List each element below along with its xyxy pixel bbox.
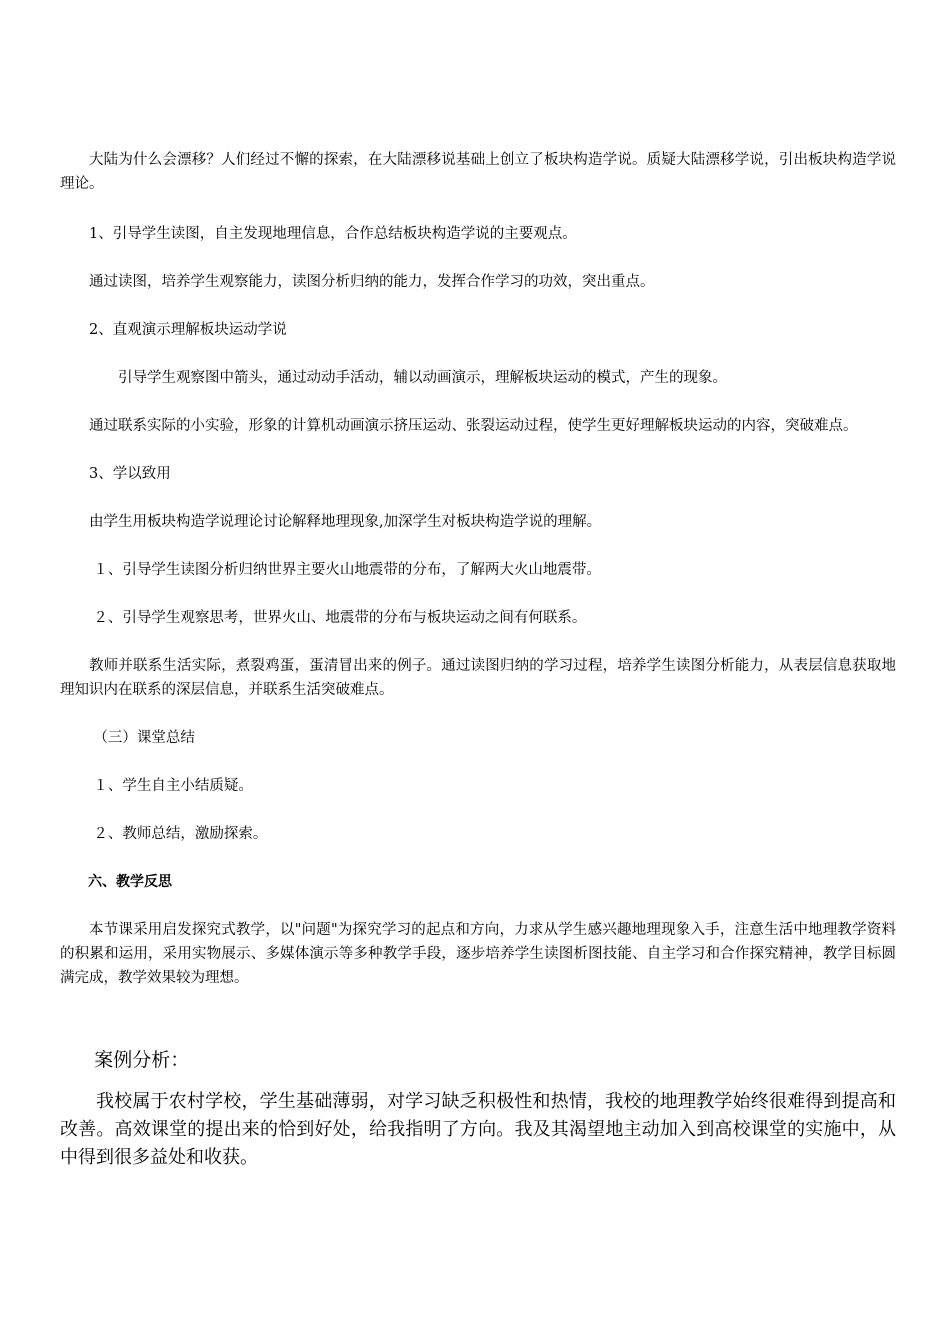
paragraph-reflection: 本节课采用启发探究式教学，以"问题"为探究学习的起点和方向，力求从学生感兴趣地理现象入手，注意生活中地理教学资料的积累和运用，采用实物展示、多媒体演示等多种教学手段，逐步培养学生读图析图技能、自主学习和合作探究精神，教学目标圆满完成，教学效果较为理想。 <box>60 922 896 986</box>
paragraph-step-3-detail: 由学生用板块构造学说理论讨论解释地理现象,加深学生对板块构造学说的理解。 <box>89 514 602 530</box>
paragraph-step-2: 2、直观演示理解板块运动学说 <box>89 322 287 338</box>
paragraph-summary-2: ２、教师总结，激励探索。 <box>93 826 268 842</box>
paragraph-step-1-purpose: 通过读图，培养学生观察能力，读图分析归纳的能力，发挥合作学习的功效，突出重点。 <box>89 274 655 290</box>
paragraph-case-analysis: 我校属于农村学校，学生基础薄弱，对学习缺乏积极性和热情，我校的地理教学始终很难得到提高和改善。高效课堂的提出来的恰到好处，给我指明了方向。我及其渴望地主动加入到高校课堂的实施中，从中得到很多益处和收获。 <box>60 1091 896 1168</box>
paragraph-step-2-purpose: 通过联系实际的小实验，形象的计算机动画演示挤压运动、张裂运动过程，使学生更好理解板块运动的内容，突破难点。 <box>89 418 858 434</box>
heading-reflection: 六、教学反思 <box>88 874 172 890</box>
paragraph-summary-1: １、学生自主小结质疑。 <box>93 778 253 794</box>
heading-case-analysis: 案例分析： <box>94 1049 190 1071</box>
paragraph-step-2-detail: 引导学生观察图中箭头，通过动动手活动，辅以动画演示，理解板块运动的模式，产生的现象。 <box>118 370 727 386</box>
paragraph-intro: 大陆为什么会漂移？人们经过不懈的探索，在大陆漂移说基础上创立了板块构造学说。质疑大陆漂移学说，引出板块构造学说理论。 <box>60 152 896 192</box>
paragraph-substep-1: １、引导学生读图分析归纳世界主要火山地震带的分布，了解两大火山地震带。 <box>93 562 601 578</box>
paragraph-step-1: 1、引导学生读图，自主发现地理信息，合作总结板块构造学说的主要观点。 <box>89 226 577 242</box>
paragraph-step-3: 3、学以致用 <box>89 466 171 482</box>
paragraph-substep-2: ２、引导学生观察思考，世界火山、地震带的分布与板块运动之间有何联系。 <box>93 610 587 626</box>
document-page <box>60 148 896 1172</box>
paragraph-summary-heading: （三）课堂总结 <box>93 730 195 746</box>
paragraph-teacher-example: 教师并联系生活实际，煮裂鸡蛋，蛋清冒出来的例子。通过读图归纳的学习过程，培养学生读图分析能力，从表层信息获取地理知识内在联系的深层信息，并联系生活突破难点。 <box>60 658 896 698</box>
